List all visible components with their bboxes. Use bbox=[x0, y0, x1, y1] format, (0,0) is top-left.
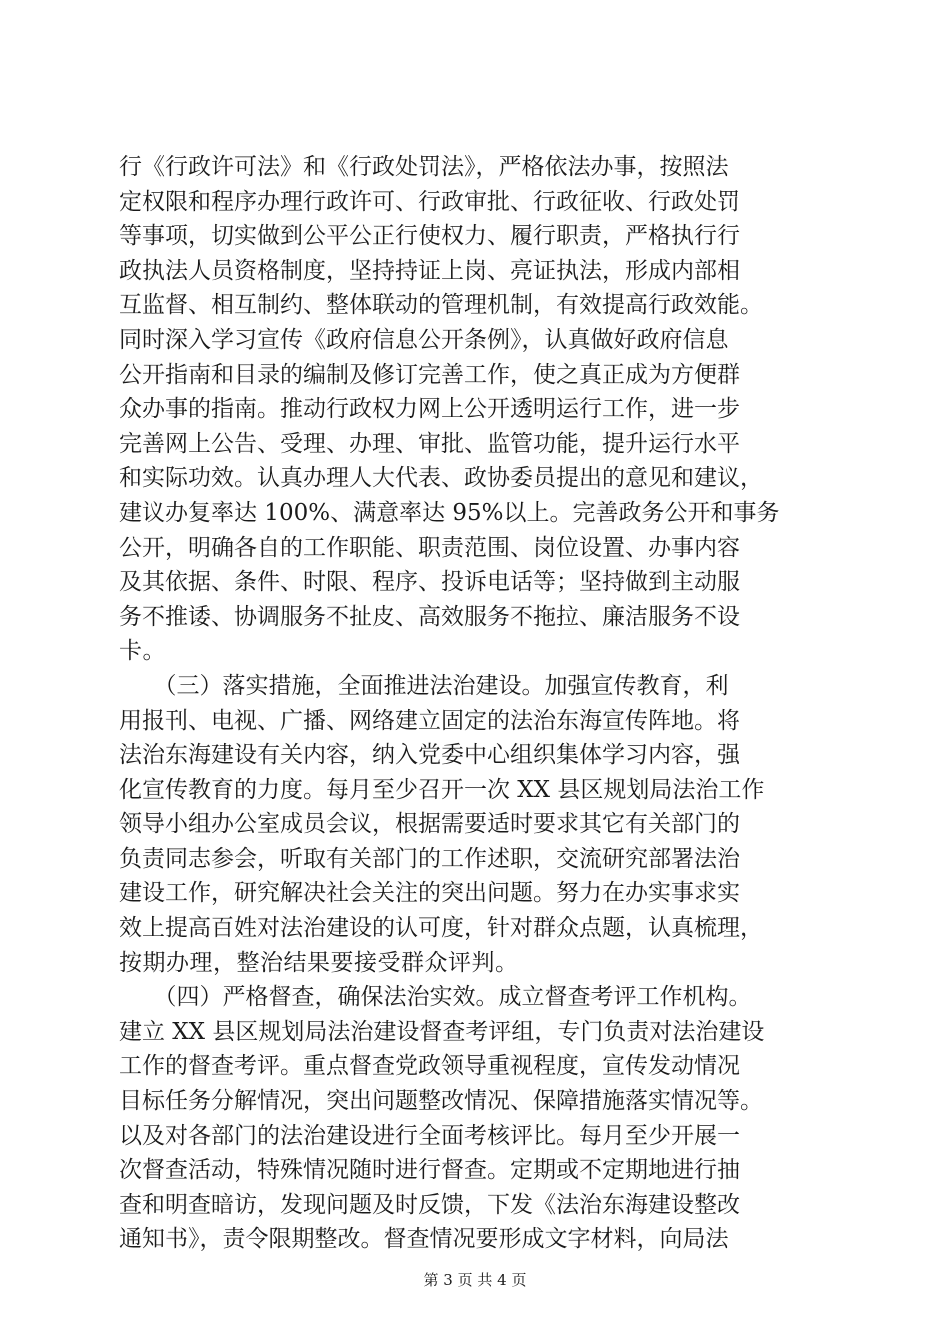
text-line: 以及对各部门的法治建设进行全面考核评比。每月至少开展一 bbox=[119, 1122, 740, 1149]
text-line: 同时深入学习宣传《政府信息公开条例》，认真做好政府信息 bbox=[119, 326, 729, 353]
text-line: 法治东海建设有关内容，纳入党委中心组织集体学习内容，强 bbox=[119, 742, 740, 769]
text-line: 目标任务分解情况，突出问题整改情况、保障措施落实情况等。 bbox=[119, 1088, 763, 1115]
text-line: 务不推诿、协调服务不扯皮、高效服务不拖拉、廉洁服务不设 bbox=[119, 603, 740, 630]
text-line: 政执法人员资格制度，坚持持证上岗、亮证执法，形成内部相 bbox=[119, 257, 740, 284]
text-line: 众办事的指南。推动行政权力网上公开透明运行工作，进一步 bbox=[119, 396, 740, 423]
text-line: 等事项，切实做到公平公正行使权力、履行职责，严格执行行 bbox=[119, 223, 740, 250]
text-line: 公开指南和目录的编制及修订完善工作，使之真正成为方便群 bbox=[119, 361, 740, 388]
text-line: 定权限和程序办理行政许可、行政审批、行政征收、行政处罚 bbox=[119, 188, 740, 215]
text-line: 建议办复率达 100%、满意率达 95%以上。完善政务公开和事务 bbox=[119, 499, 780, 526]
text-line: 建设工作，研究解决社会关注的突出问题。努力在办实事求实 bbox=[119, 880, 740, 907]
text-line: 建立 XX 县区规划局法治建设督查考评组，专门负责对法治建设 bbox=[119, 1018, 765, 1045]
text-line: 查和明查暗访，发现问题及时反馈，下发《法治东海建设整改 bbox=[119, 1191, 740, 1218]
text-line: 领导小组办公室成员会议，根据需要适时要求其它有关部门的 bbox=[119, 811, 740, 838]
text-line: 负责同志参会，听取有关部门的工作述职，交流研究部署法治 bbox=[119, 845, 740, 872]
text-line: 化宣传教育的力度。每月至少召开一次 XX 县区规划局法治工作 bbox=[119, 776, 765, 803]
text-line: 互监督、相互制约、整体联动的管理机制，有效提高行政效能。 bbox=[119, 292, 763, 319]
text-line: 工作的督查考评。重点督查党政领导重视程度，宣传发动情况 bbox=[119, 1053, 740, 1080]
text-line: 公开，明确各自的工作职能、职责范围、岗位设置、办事内容 bbox=[119, 534, 740, 561]
page-footer: 第 3 页 共 4 页 bbox=[423, 1271, 527, 1289]
text-line: 次督查活动，特殊情况随时进行督查。定期或不定期地进行抽 bbox=[119, 1157, 740, 1184]
text-line: 行《行政许可法》和《行政处罚法》，严格依法办事，按照法 bbox=[119, 154, 729, 180]
text-line: 及其依据、条件、时限、程序、投诉电话等；坚持做到主动服 bbox=[119, 569, 740, 596]
text-line: 通知书》，责令限期整改。督查情况要形成文字材料，向局法 bbox=[119, 1226, 729, 1253]
text-line: 卡。 bbox=[119, 638, 166, 665]
text-line: 和实际功效。认真办理人大代表、政协委员提出的意见和建议， bbox=[119, 465, 763, 492]
text-line: 效上提高百姓对法治建设的认可度，针对群众点题，认真梳理， bbox=[119, 915, 763, 942]
text-line: 按期办理，整治结果要接受群众评判。 bbox=[119, 949, 519, 976]
document-body bbox=[119, 150, 849, 1257]
text-line: （四）严格督查，确保法治实效。成立督查考评工作机构。 bbox=[119, 984, 752, 1011]
text-line: 完善网上公告、受理、办理、审批、监管功能，提升运行水平 bbox=[119, 430, 740, 457]
text-line: （三）落实措施，全面推进法治建设。加强宣传教育，利 bbox=[119, 672, 729, 699]
text-line: 用报刊、电视、广播、网络建立固定的法治东海宣传阵地。将 bbox=[119, 707, 740, 734]
